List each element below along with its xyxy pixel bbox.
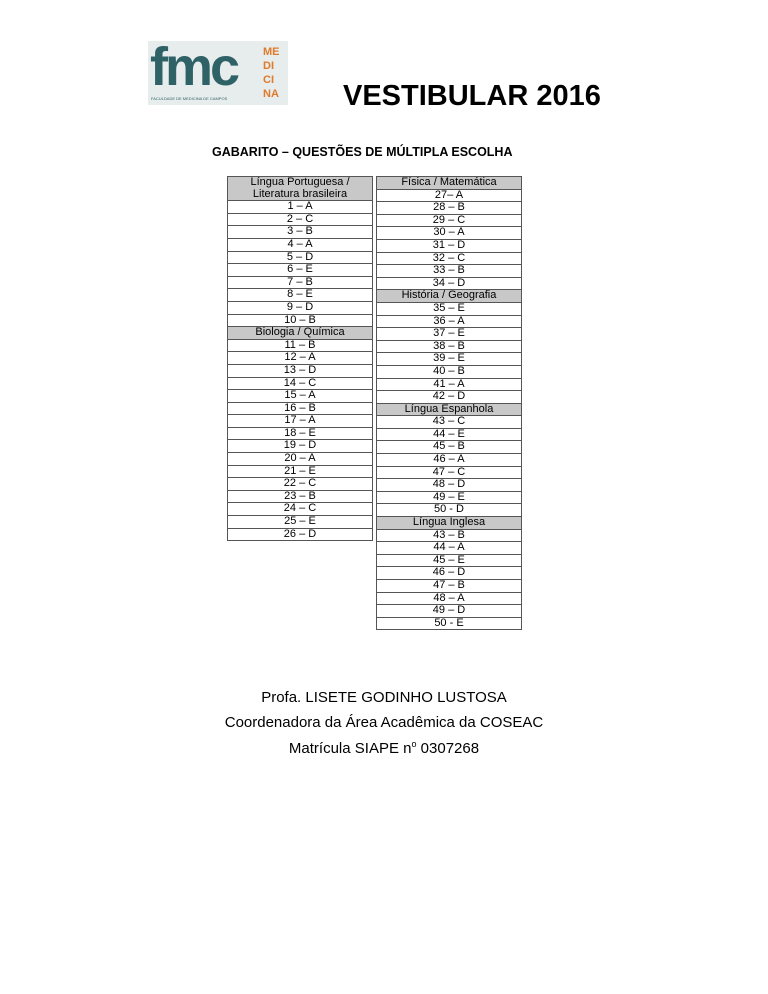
answer-table-left [227,176,373,541]
answer-cell: 18 – E [228,427,373,440]
answer-cell: 27– A [377,189,522,202]
logo-mark: fmc [150,41,238,97]
signature-name: Profa. LISETE GODINHO LUSTOSA [261,689,507,706]
answer-cell: 50 - E [377,617,522,630]
section-header: Biologia / Química [228,327,373,340]
answer-cell: 23 – B [228,490,373,503]
section-header: História / Geografia [377,290,522,303]
answer-cell: 43 – C [377,416,522,429]
section-header: Língua Inglesa [377,517,522,530]
answer-cell: 39 – E [377,353,522,366]
answer-cell: 41 – A [377,378,522,391]
answer-cell: 20 – A [228,453,373,466]
answer-cell: 43 – B [377,529,522,542]
answer-cell: 49 – D [377,605,522,618]
registration-number: 0307268 [416,740,480,757]
answer-cell: 45 – E [377,554,522,567]
logo-side-text [263,45,287,101]
answer-table-right [376,176,522,630]
answer-cell: 19 – D [228,440,373,453]
answer-cell: 36 – A [377,315,522,328]
answer-cell: 13 – D [228,364,373,377]
answer-cell: 22 – C [228,478,373,491]
answer-cell: 9 – D [228,301,373,314]
answer-cell: 34 – D [377,277,522,290]
fmc-logo [148,41,288,105]
logo-side-line: NA [263,88,279,100]
answer-cell: 3 – B [228,226,373,239]
answer-cell: 15 – A [228,390,373,403]
answer-cell: 47 – C [377,466,522,479]
section-header: Língua Espanhola [377,403,522,416]
answer-cell: 45 – B [377,441,522,454]
registration-prefix: Matrícula SIAPE n [288,740,412,757]
logo-subtitle: FACULDADE DE MEDICINA DE CAMPOS [151,96,228,101]
answer-cell: 46 – D [377,567,522,580]
answer-cell: 4 – A [228,238,373,251]
answer-cell: 30 – A [377,227,522,240]
answer-cell: 38 – B [377,340,522,353]
section-header: Língua Portuguesa / Literatura brasileira [228,177,373,201]
answer-cell: 25 – E [228,516,373,529]
logo-side-line: DI [263,60,274,72]
answer-cell: 5 – D [228,251,373,264]
answer-cell: 26 – D [228,528,373,541]
signature-role: Coordenadora da Área Acadêmica da COSEAC [224,714,544,731]
answer-cell: 24 – C [228,503,373,516]
answer-cell: 17 – A [228,415,373,428]
answer-cell: 50 - D [377,504,522,517]
answer-cell: 1 – A [228,201,373,214]
signature-registration [0,739,768,757]
page-subtitle: GABARITO – QUESTÕES DE MÚLTIPLA ESCOLHA [212,145,513,159]
answer-cell: 14 – C [228,377,373,390]
answer-cell: 47 – B [377,580,522,593]
answer-cell: 7 – B [228,276,373,289]
registration-ordinal: o [411,739,417,749]
answer-cell: 48 – D [377,479,522,492]
answer-cell: 11 – B [228,339,373,352]
logo-side-line: CI [263,74,274,86]
answer-cell: 42 – D [377,391,522,404]
answer-cell: 6 – E [228,264,373,277]
answer-cell: 49 – E [377,491,522,504]
answer-cell: 40 – B [377,365,522,378]
answer-cell: 12 – A [228,352,373,365]
answer-cell: 44 – A [377,542,522,555]
answer-cell: 2 – C [228,213,373,226]
logo-side-line: ME [263,46,280,58]
answer-cell: 35 – E [377,302,522,315]
answer-cell: 44 – E [377,428,522,441]
answer-cell: 21 – E [228,465,373,478]
answer-cell: 29 – C [377,214,522,227]
section-header: Física / Matemática [377,177,522,190]
answer-cell: 28 – B [377,202,522,215]
answer-cell: 32 – C [377,252,522,265]
answer-cell: 31 – D [377,239,522,252]
answer-cell: 37 – E [377,328,522,341]
page-title: VESTIBULAR 2016 [343,80,601,112]
answer-cell: 33 – B [377,265,522,278]
answer-cell: 8 – E [228,289,373,302]
answer-cell: 10 – B [228,314,373,327]
answer-cell: 16 – B [228,402,373,415]
answer-cell: 48 – A [377,592,522,605]
answer-cell: 46 – A [377,454,522,467]
